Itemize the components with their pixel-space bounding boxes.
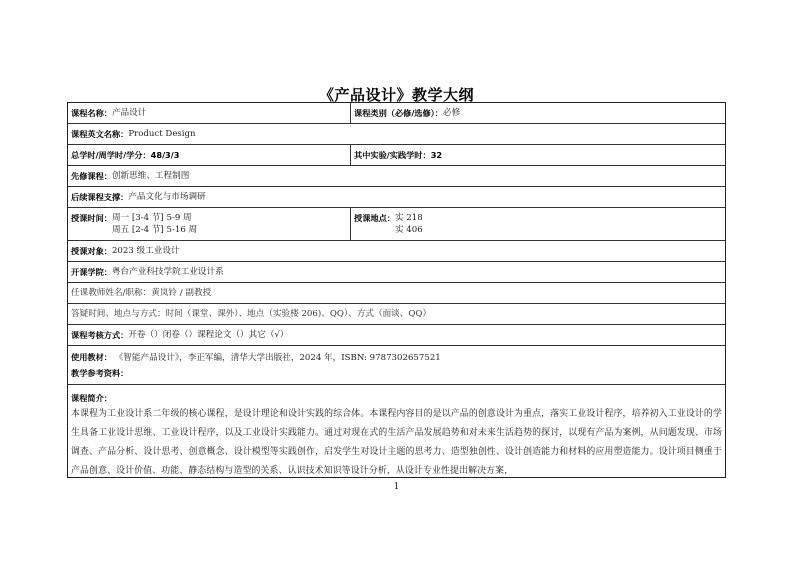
assessment-label: 课程考核方式： [71,330,129,340]
location-lines [395,213,423,235]
intro-paragraph: 本课程为工业设计系二年级的核心课程，是设计理论和设计实践的综合体。本课程内容目的是以产品的创意设计为重点，落实工业设计程序，培养初入工业设计的学生具备工业设计思维、工业设计程序，以及工业设计实践能力。通过对现在式的生活产品发展趋势和对未来生活趋势的探讨，以现有产品为案例，从问题发现、市场调查、产品分析、设计思考、创意概念、设计模型等实践创作，启发学生对设计主题的思考力、造型独创性、设计创造能力和材料的应用塑造能力。设计项目侧重于产品创意、设计价值、功能、静态结构与造型的关系、认识技术知识等设计分析，从设计专业性提出解决方案， [71,409,722,476]
intro-label: 课程简介： [71,393,112,403]
office-hours-text: 答疑时间、地点与方式：时间（课堂、课外）、地点（实验楼 206)、QQ）、方式（面谈、QQ） [71,309,432,319]
row-teacher [68,283,725,304]
location-label: 授课地点： [354,213,395,223]
row-assessment [68,325,725,346]
references-line [71,368,128,379]
hours-value: 48/3/3 [150,150,180,160]
practice-hours-cell [351,145,725,165]
textbook-value: 《智能产品设计》，李正军编，清华大学出版社，2024 年，ISBN: 9787302657521 [114,352,441,363]
row-intro [68,385,725,477]
hours-label: 总学时/周学时/学分： [71,150,151,160]
location-line-1: 实 218 [394,213,423,223]
row-schedule-location [68,208,725,241]
hours-cell [68,145,351,165]
row-textbook [68,346,725,385]
textbook-line [71,352,441,363]
document-title: 《产品设计》教学大纲 [318,86,474,104]
syllabus-table [67,102,726,478]
schedule-cell [68,208,351,240]
course-name-label: 课程名称： [71,108,112,118]
practice-hours-label: 其中实验/实践学时： [354,150,431,160]
college-cell [68,262,725,282]
college-label: 开课学院： [71,267,112,277]
row-english-name [68,124,725,145]
row-follow-up [68,187,725,208]
follow-up-cell [68,187,725,207]
schedule-line-2: 周五 [2-4 节] 5-16 周 [111,225,198,235]
row-audience [68,241,725,262]
row-hours [68,145,725,166]
course-type-label: 课程类别（必修/选修）： [354,108,443,118]
teacher-text: 任课教师姓名/职称：黄岚铃 / 副教授 [71,288,212,298]
intro-heading [68,390,725,404]
row-course-name [68,103,725,124]
course-name-cell [68,103,351,123]
references-label: 教学参考资料： [71,367,129,378]
office-hours-cell [68,304,725,324]
follow-up-value: 产品文化与市场调研 [128,192,206,202]
follow-up-label: 后续课程支撑： [71,192,129,202]
page-number: 1 [393,482,400,492]
location-cell [351,208,725,240]
college-value: 粤台产业科技学院工业设计系 [111,267,224,277]
prerequisites-label: 先修课程： [71,171,112,181]
intro-cell [68,385,725,477]
row-office-hours [68,304,725,325]
course-name-value: 产品设计 [111,108,147,118]
row-college [68,262,725,283]
audience-cell [68,241,725,261]
row-prerequisites [68,166,725,187]
english-name-cell [68,124,725,144]
assessment-value: 开卷（）闭卷（）课程论文（）其它（√） [128,330,289,340]
textbook-cell [68,346,725,384]
practice-hours-value: 32 [430,150,443,160]
prerequisites-value: 创新思维、工程制图 [111,171,190,181]
english-name-value: Product Design [128,129,196,139]
textbook-label: 使用教材： [71,351,112,362]
course-type-cell [351,103,725,123]
prerequisites-cell [68,166,725,186]
english-name-label: 课程英文名称： [71,129,129,139]
audience-value: 2023 级工业设计 [111,246,180,256]
assessment-cell [68,325,725,345]
audience-label: 授课对象： [71,246,112,256]
schedule-lines [112,213,197,235]
course-type-value: 必修 [442,108,461,118]
schedule-line-1: 周一 [3-4 节] 5-9 周 [111,213,192,223]
schedule-label: 授课时间： [71,213,112,223]
location-line-2: 实 406 [394,225,423,235]
teacher-cell [68,283,725,303]
